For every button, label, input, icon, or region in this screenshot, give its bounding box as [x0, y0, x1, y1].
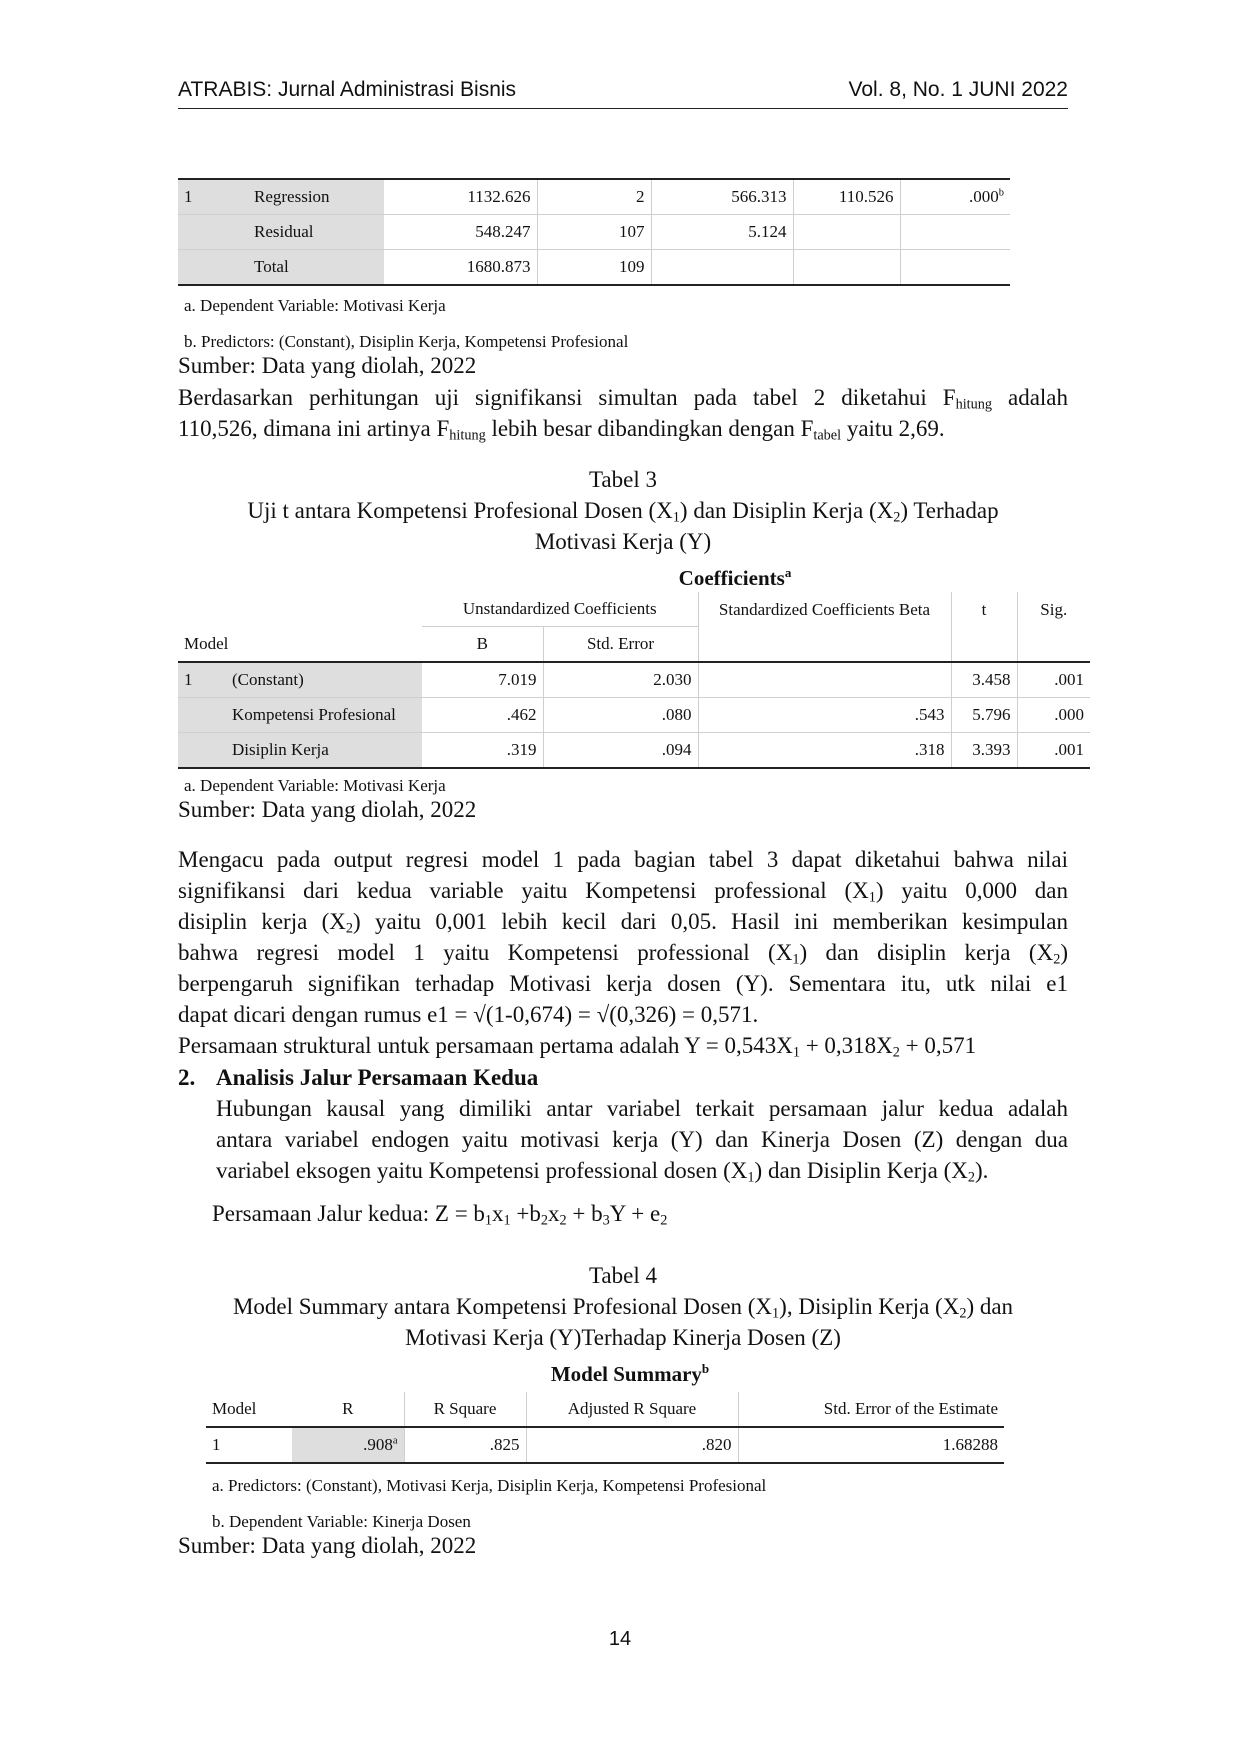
path-equation-2: Persamaan Jalur kedua: $Z = b_1x_1 +b_2x_2 + b_3Y + e_2$	[212, 1201, 668, 1229]
model-summary-table	[206, 1392, 1004, 1464]
table-row: 1 (Constant) 7.019 2.030 3.458 .001	[178, 662, 1090, 698]
table4-note-a: a. Predictors: (Constant), Motivasi Kerja, Disiplin Kerja, Kompetensi Profesional	[212, 1476, 767, 1495]
source-note-1: Sumber: Data yang diolah, 2022	[178, 353, 477, 378]
anova-table	[178, 178, 1010, 286]
table-row: 1 .908$^a$ .825 .820 1.68288	[206, 1427, 1004, 1463]
table-row: Total 1680.873 109	[178, 250, 1010, 286]
section-2-paragraph: Hubungan kausal yang dimiliki antar variabel terkait persamaan jalur kedua adalah antara variabel endogen yaitu motivasi kerja (Y) dan Kinerja Dosen (Z) dengan dua variabel eksogen yaitu Kompetensi professional dosen $(X_1)$ dan Disiplin Kerja $(X_2)$.	[216, 1096, 1068, 1186]
table-header-row: Model R R Square Adjusted R Square Std. Error of the Estimate	[206, 1392, 1004, 1427]
table3-title: Tabel 3 Uji t antara Kompetensi Profesional Dosen $(X_1)$ dan Disiplin Kerja $(X_2)$ Terhadap Motivasi Kerja (Y)	[247, 467, 999, 554]
table-row: Kompetensi Profesional .462 .080 .543 5.796 .000	[178, 698, 1090, 733]
section-2-number: 2.	[178, 1065, 196, 1090]
anova-note-a: a. Dependent Variable: Motivasi Kerja	[184, 296, 446, 315]
table3-caption: Coefficients$^a$	[678, 565, 792, 590]
table4-title: Tabel 4 Model Summary antara Kompetensi Profesional Dosen $(X_1)$, Disiplin Kerja $(X_2)$ dan Motivasi Kerja (Y)Terhadap Kinerja Dosen (Z)	[232, 1263, 1014, 1350]
source-note-2: Sumber: Data yang diolah, 2022	[178, 797, 477, 822]
source-note-3: Sumber: Data yang diolah, 2022	[178, 1533, 477, 1558]
table-row: Disiplin Kerja .319 .094 .318 3.393 .001	[178, 733, 1090, 769]
coefficients-table	[178, 592, 1090, 769]
anova-note-b: b. Predictors: (Constant), Disiplin Kerja, Kompetensi Profesional	[184, 332, 629, 351]
paragraph-anova: Berdasarkan perhitungan uji signifikansi simultan pada tabel 2 diketahui $F_{hitung}$ adalah 110,526, dimana ini artinya $F_{hitung}$ lebih besar dibandingkan dengan $F_{tabel}$ yaitu 2,69.	[178, 385, 1069, 444]
table-row: Residual 548.247 107 5.124	[178, 215, 1010, 250]
section-2-title: Analisis Jalur Persamaan Kedua	[216, 1065, 539, 1090]
journal-title: ATRABIS: Jurnal Administrasi Bisnis	[178, 78, 517, 101]
page-number: 14	[608, 1628, 632, 1650]
table4-note-b: b. Dependent Variable: Kinerja Dosen	[212, 1512, 471, 1531]
paragraph-coefficients: Mengacu pada output regresi model 1 pada bagian tabel 3 dapat diketahui bahwa nilai signifikansi dari kedua variable yaitu Kompetensi professional $(X_1)$ yaitu 0,000 dan disiplin kerja $(X_2)$ yaitu 0,001 lebih kecil dari 0,05. Hasil ini memberikan kesimpulan bahwa regresi model 1 yaitu Kompetensi professional $(X_1)$ dan disiplin kerja $(X_2)$ berpengaruh signifikan terhadap Motivasi kerja dosen (Y). Sementara itu, utk nilai e1 dapat dicari dengan rumus e1 = √(1-0,674) = √(0,326) = 0,571. Persamaan struktural untuk persamaan pertama adalah $Y = 0,543X_1 + 0,318X_2 + 0,571$	[178, 847, 1068, 1061]
table4-caption: Model Summary$^b$	[550, 1361, 710, 1386]
table-row: 1 Regression 1132.626 2 566.313 110.526 .000$^b$	[178, 179, 1010, 215]
table-header-row: Model B Std. Error	[178, 627, 1090, 663]
running-header	[178, 74, 1068, 109]
volume-issue: Vol. 8, No. 1 JUNI 2022	[848, 78, 1068, 101]
table3-note: a. Dependent Variable: Motivasi Kerja	[184, 776, 446, 795]
table-header-row: Unstandardized Coefficients Standardized Coefficients Beta t Sig.	[178, 592, 1090, 627]
